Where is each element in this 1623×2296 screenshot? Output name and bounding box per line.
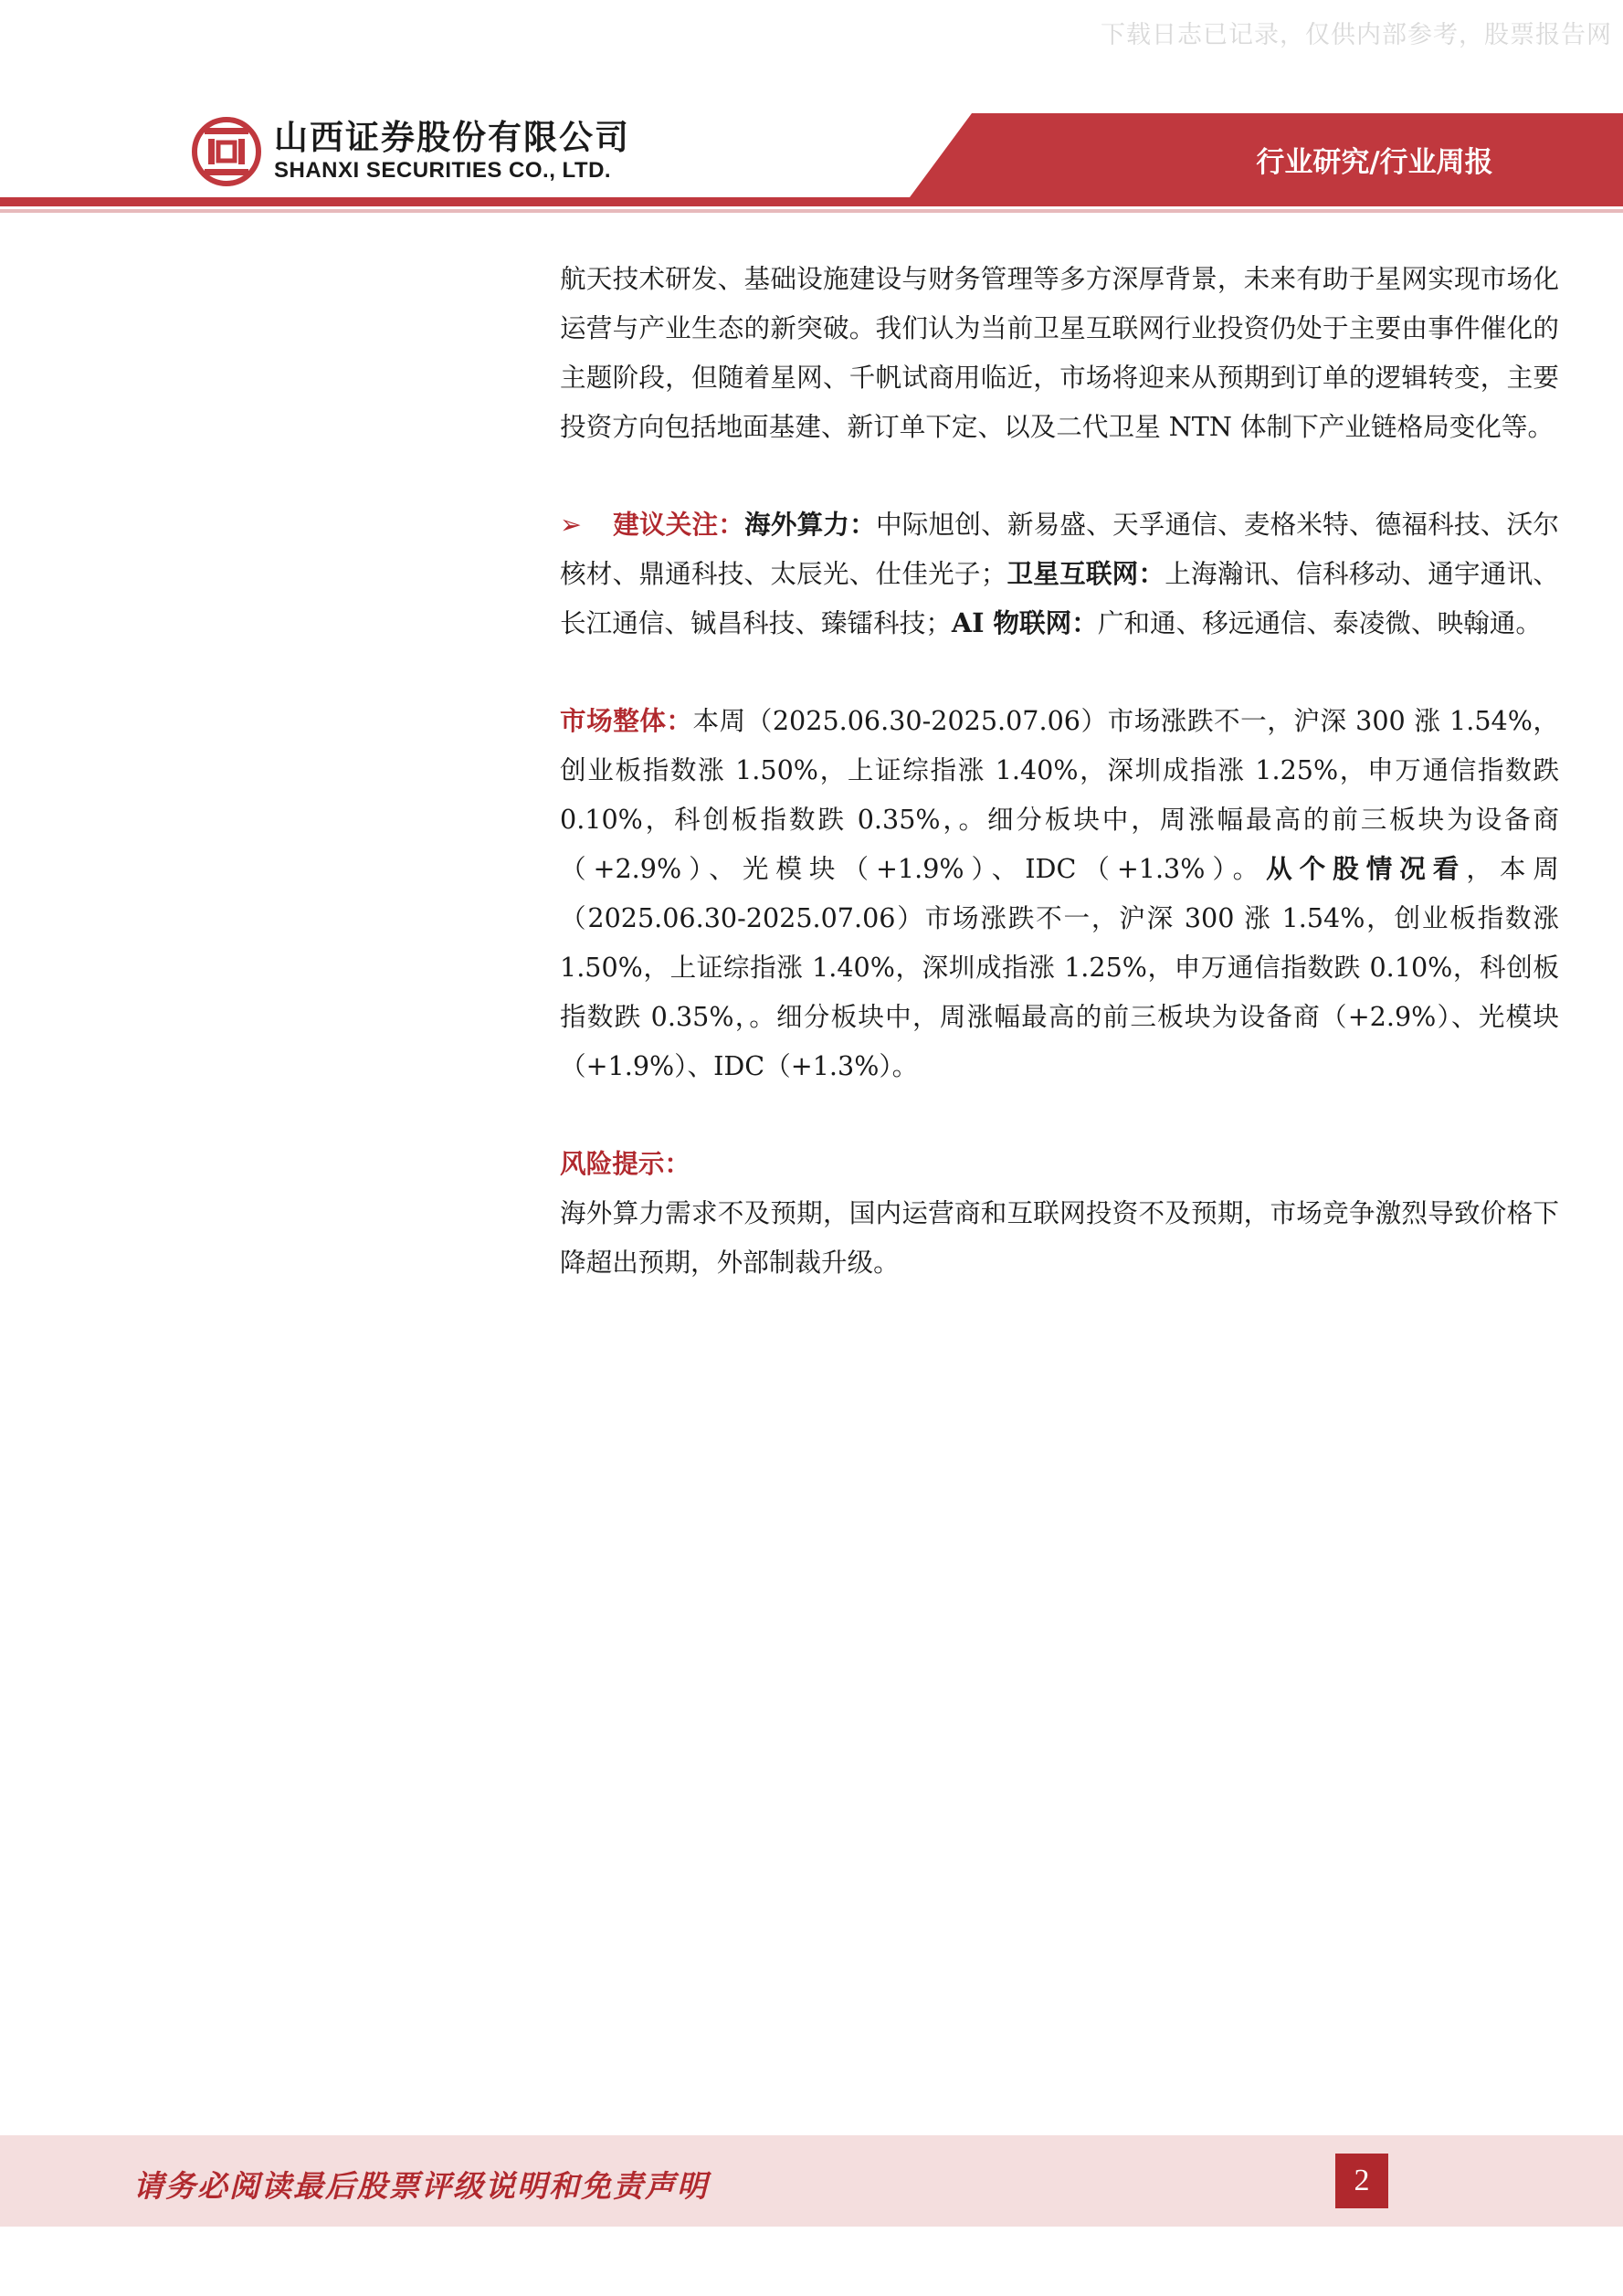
bullet-arrow-icon: ➢ [560,509,582,540]
page-number: 2 [1335,2154,1388,2208]
stock-view-label: 从个股情况看 [1266,853,1467,884]
company-name-en: SHANXI SECURITIES CO., LTD. [274,158,612,183]
market-label: 市场整体： [560,705,693,736]
market-text-part2: ，本周（2025.06.30-2025.07.06）市场涨跌不一，沪深 300 涨 1.54%，创业板指数涨 1.50%，上证综指涨 1.40%，深圳成指涨 1.25%，申万通信指数跌 0.10%，科创板指数跌 0.35%，。细分板块中，周涨幅最高的前三板块为设备商（+2.9%）、光模块（+1.9%）、IDC（+1.3%）。 [560,853,1559,1081]
header-banner [0,0,1623,219]
risk-heading [560,1139,1559,1188]
page-header [0,0,1623,219]
report-category: 行业研究/行业周报 [1256,146,1493,179]
watermark-text: 下载日志已记录，仅供内部参考，股票报告网 [1101,21,1612,49]
market-paragraph [560,696,1559,1090]
company-logo [192,117,630,186]
suggestion-paragraph [560,500,1559,648]
ai-iot-label: AI 物联网： [951,607,1098,638]
satellite-internet-label: 卫星互联网： [1006,558,1165,589]
risk-paragraph: 海外算力需求不及预期，国内运营商和互联网投资不及预期，市场竞争激烈导致价格下降超出预期，外部制裁升级。 [560,1197,1559,1278]
risk-label: 风险提示： [560,1148,690,1179]
satellite-internet-list: 上海瀚讯、信科移动、通宇通讯、长江通信、铖昌科技、臻镭科技； [560,558,1559,638]
report-body [560,254,1559,1287]
overseas-compute-label: 海外算力： [744,509,876,540]
suggestion-label: 建议关注： [613,509,745,540]
ai-iot-list: 广和通、移远通信、泰凌微、映翰通。 [1097,607,1542,638]
page-footer [0,2135,1623,2227]
shanxi-securities-logo-icon [192,117,261,186]
disclaimer-text: 请务必阅读最后股票评级说明和免责声明 [133,2168,709,2204]
company-name-cn: 山西证券股份有限公司 [274,118,630,157]
overseas-compute-list: 中际旭创、新易盛、天孚通信、麦格米特、德福科技、沃尔核材、鼎通科技、太辰光、仕佳光子； [560,509,1559,589]
market-text-part1: 本周（2025.06.30-2025.07.06）市场涨跌不一，沪深 300 涨 1.54%，创业板指数涨 1.50%，上证综指涨 1.40%，深圳成指涨 1.25%，申万通信指数跌 0.10%，科创板指数跌 0.35%，。细分板块中，周涨幅最高的前三板块为设备商（+2.9%）、光模块（+1.9%）、IDC（+1.3%）。 [560,705,1559,884]
intro-paragraph: 航天技术研发、基础设施建设与财务管理等多方深厚背景，未来有助于星网实现市场化运营与产业生态的新突破。我们认为当前卫星互联网行业投资仍处于主要由事件催化的主题阶段，但随着星网、千帆试商用临近，市场将迎来从预期到订单的逻辑转变，主要投资方向包括地面基建、新订单下定、以及二代卫星 NTN 体制下产业链格局变化等。 [560,263,1559,442]
